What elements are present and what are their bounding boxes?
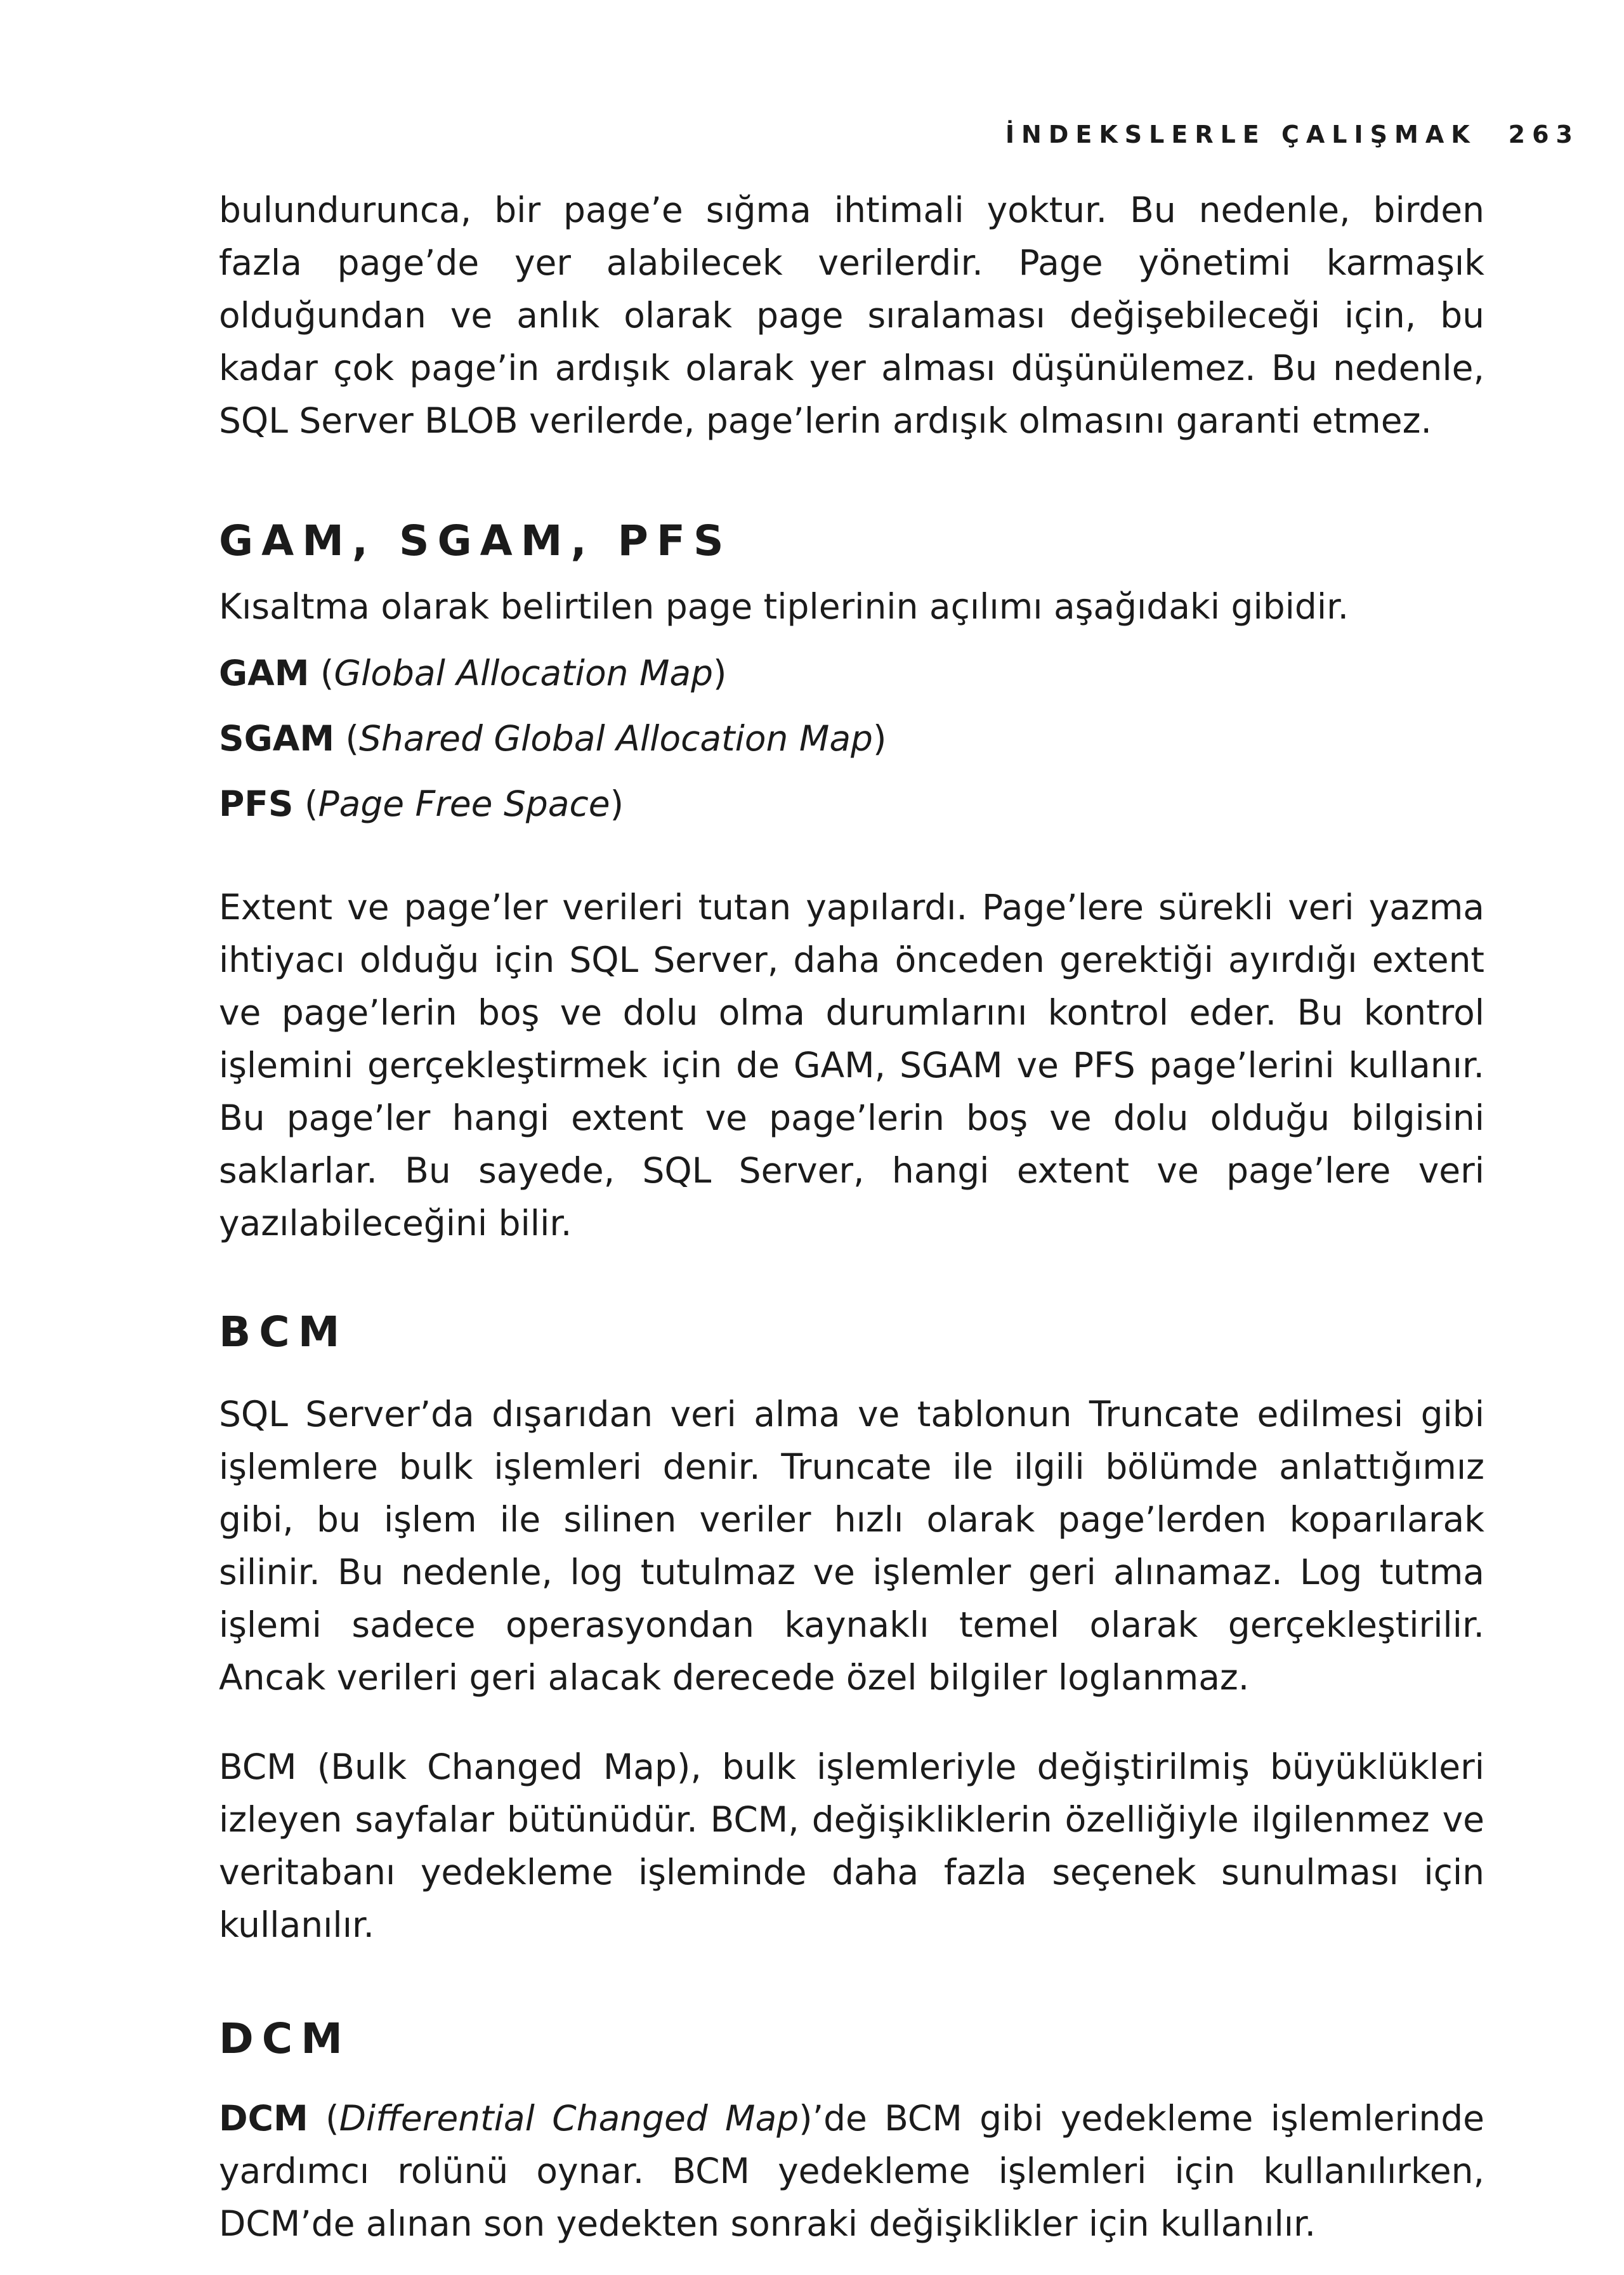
definition-expansion: Global Allocation Map — [334, 653, 714, 693]
page-number: 263 — [1508, 121, 1580, 148]
section-heading-gam: GAM, SGAM, PFS — [219, 516, 732, 565]
definition-term: SGAM — [219, 718, 335, 759]
definition-item-pfs — [219, 778, 1484, 830]
bcm-paragraph-2: BCM (Bulk Changed Map), bulk işlemleriyle değiştirilmiş büyüklükleri izleyen sayfalar bütünüdür. BCM, değişikliklerin özelliğiyle ilgilenmez ve veritabanı yedekleme işleminde daha fazla seçenek sunulması için kullanılır. — [219, 1747, 1484, 1945]
definition-list — [219, 647, 1484, 830]
section-heading-bcm: BCM — [219, 1308, 348, 1356]
running-header — [1005, 121, 1580, 148]
definition-expansion: Shared Global Allocation Map — [359, 718, 873, 759]
dcm-expansion: Differential Changed Map — [339, 2098, 799, 2139]
close-paren: ) — [872, 718, 887, 759]
definition-item-sgam — [219, 712, 1484, 765]
gam-lead-paragraph: Kısaltma olarak belirtilen page tiplerinin açılımı aşağıdaki gibidir. — [219, 586, 1349, 627]
extent-paragraph: Extent ve page’ler verileri tutan yapılardı. Page’lere sürekli veri yazma ihtiyacı olduğu için SQL Server, daha önceden gerektiği ayırdığı extent ve page’lerin boş ve dolu olma durumlarını kontrol eder. Bu kontrol işlemini gerçekleştirmek için de GAM, SGAM ve PFS page’lerini kullanır. Bu page’ler hangi extent ve page’lerin boş ve dolu olduğu bilgisini saklarlar. Bu sayede, SQL Server, hangi extent ve page’lere veri yazılabileceğini bilir. — [219, 887, 1484, 1243]
definition-expansion: Page Free Space — [318, 783, 610, 824]
open-paren: ( — [309, 653, 334, 693]
close-paren: ) — [610, 783, 624, 824]
definition-term: PFS — [219, 783, 294, 824]
section-heading-dcm: DCM — [219, 2014, 351, 2063]
chapter-title: İNDEKSLERLE ÇALIŞMAK — [1005, 121, 1477, 148]
page-body — [219, 184, 1484, 2250]
close-paren: ) — [713, 653, 727, 693]
bcm-paragraph-1: SQL Server’da dışarıdan veri alma ve tablonun Truncate edilmesi gibi işlemlere bulk işlemleri denir. Truncate ile ilgili bölümde anlattığımız gibi, bu işlem ile silinen veriler hızlı olarak page’lerden koparılarak silinir. Bu nedenle, log tutulmaz ve işlemler geri alınamaz. Log tutma işlemi sadece operasyondan kaynaklı temel olarak gerçekleştirilir. Ancak verileri geri alacak derecede özel bilgiler loglanmaz. — [219, 1394, 1484, 1698]
dcm-paragraph-rest: )’de BCM gibi yedekleme işlemlerinde yardımcı rolünü oynar. BCM yedekleme işlemleri için kullanılırken, DCM’de alınan son yedekten sonraki değişiklikler için kullanılır. — [219, 2098, 1484, 2244]
dcm-term: DCM — [219, 2098, 308, 2139]
definition-term: GAM — [219, 653, 310, 693]
open-paren: ( — [308, 2098, 339, 2139]
open-paren: ( — [293, 783, 318, 824]
intro-paragraph: bulundurunca, bir page’e sığma ihtimali yoktur. Bu nedenle, birden fazla page’de yer alabilecek verilerdir. Page yönetimi karmaşık olduğundan ve anlık olarak page sıralaması değişebileceği için, bu kadar çok page’in ardışık olarak yer alması düşünülemez. Bu nedenle, SQL Server BLOB verilerde, page’lerin ardışık olmasını garanti etmez. — [219, 190, 1484, 441]
open-paren: ( — [334, 718, 360, 759]
dcm-paragraph — [219, 2092, 1484, 2250]
definition-item-gam — [219, 647, 1484, 700]
